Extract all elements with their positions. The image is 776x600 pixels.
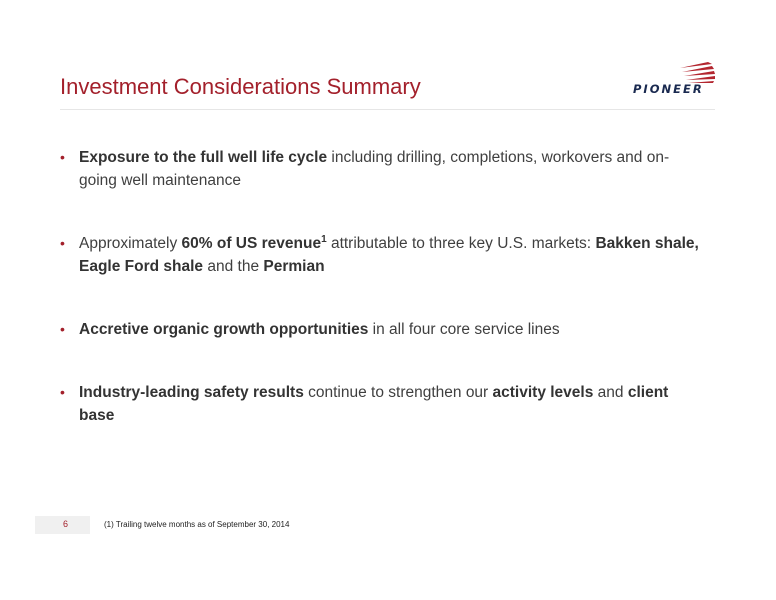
bullet-text: continue to strengthen our (303, 384, 493, 401)
bullet-text-bold: 60% of US revenue (181, 235, 322, 252)
bullet-item (60, 146, 700, 192)
bullet-text-bold: Permian (263, 258, 325, 275)
bullet-item (60, 381, 700, 427)
bullet-item (60, 318, 700, 341)
bullet-item (60, 232, 700, 278)
bullet-icon: • (60, 235, 65, 251)
bullet-icon: • (60, 321, 65, 337)
bullet-text-bold: Exposure to the full well life cycle (79, 149, 328, 166)
bullet-text: and (593, 384, 628, 401)
page-number-box (35, 516, 90, 534)
bullet-text: Approximately (79, 235, 182, 252)
bullet-text-bold: client base (79, 384, 669, 424)
bullet-text-bold: Bakken shale, Eagle Ford shale (79, 235, 699, 275)
footnote-marker: 1 (321, 233, 327, 245)
bullet-text-bold: Industry-leading safety results (79, 384, 304, 401)
title-divider (60, 109, 715, 110)
footnote: (1) Trailing twelve months as of September 30, 2014 (104, 520, 290, 529)
bullet-text: attributable to three key U.S. markets: (326, 235, 596, 252)
bullet-list (60, 146, 700, 427)
bullet-icon: • (60, 149, 65, 165)
bullet-text: including drilling, completions, workovers and on-going well maintenance (79, 149, 670, 189)
bullet-icon: • (60, 384, 65, 400)
bullet-text-bold: activity levels (492, 384, 594, 401)
bullet-text-bold: Accretive organic growth opportunities (79, 321, 369, 338)
bullet-text: in all four core service lines (368, 321, 560, 338)
logo-swoosh-icon (678, 62, 718, 84)
page-number: 6 (62, 519, 68, 529)
company-logo (630, 62, 720, 102)
logo-wordmark: PIONEER (633, 82, 704, 96)
bullet-text: and the (203, 258, 264, 275)
page-title: Investment Considerations Summary (60, 74, 421, 99)
